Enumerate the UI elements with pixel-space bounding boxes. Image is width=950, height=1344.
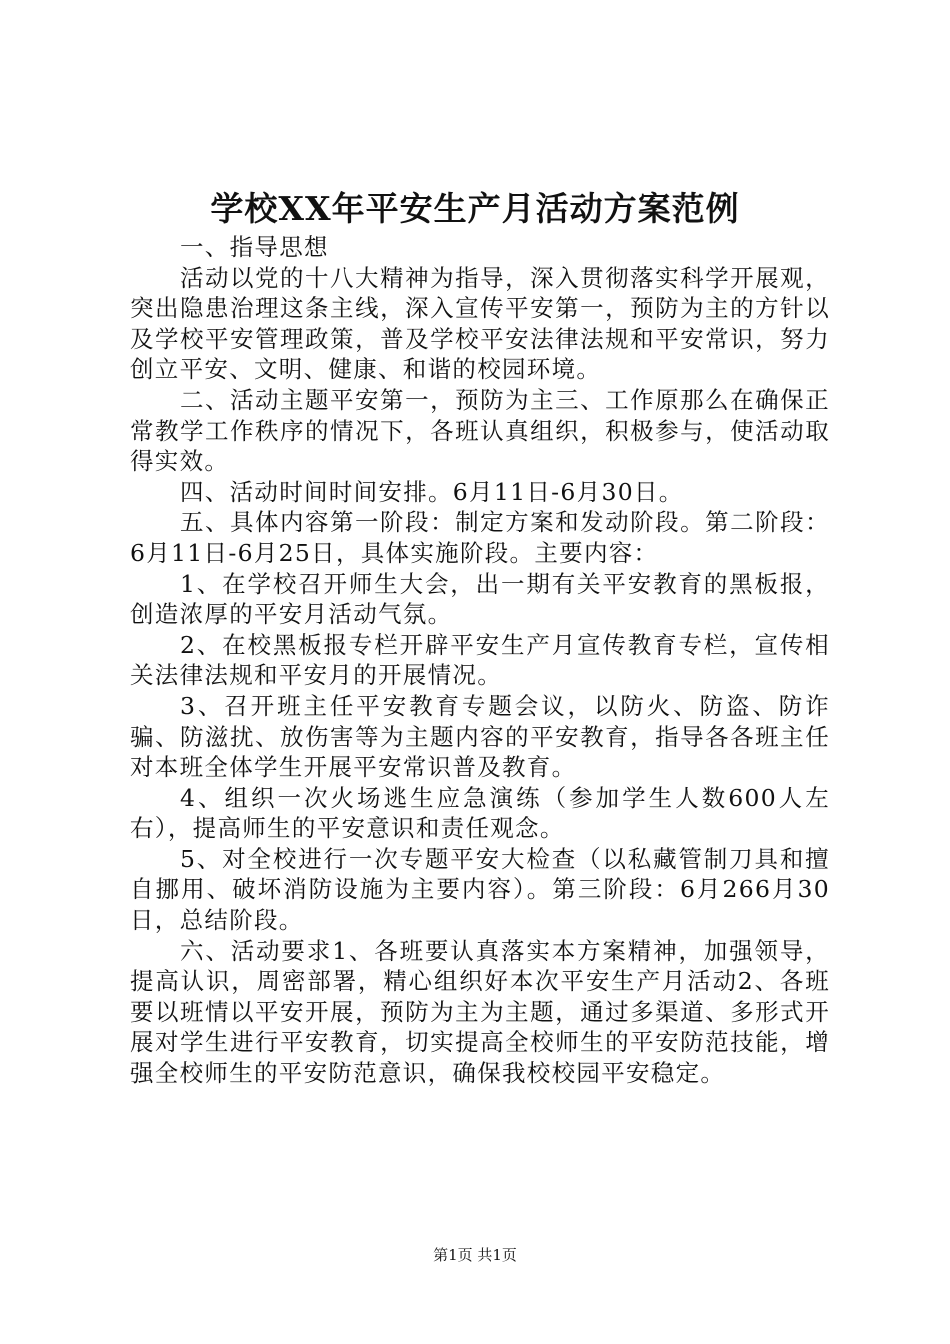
paragraph: 六、活动要求1、各班要认真落实本方案精神，加强领导，提高认识，周密部署，精心组织好本次平安生产月活动2、各班要以班情以平安开展，预防为主为主题，通过多渠道、多形式开展对学生进行平安教育，切实提高全校师生的平安防范技能，增强全校师生的平安防范意识，确保我校校园平安稳定。 [130,936,830,1088]
paragraph: 二、活动主题平安第一，预防为主三、工作原那么在确保正常教学工作秩序的情况下，各班认真组织，积极参与，使活动取得实效。 [130,385,830,476]
paragraph: 四、活动时间时间安排。6月11日-6月30日。 [180,477,684,506]
section-heading-guiding-ideology: 一、指导思想 [180,233,329,261]
document-title: 学校XX年平安生产月活动方案范例 [210,189,740,228]
paragraph: 活动以党的十八大精神为指导，深入贯彻落实科学开展观，突出隐患治理这条主线，深入宣传平安第一，预防为主的方针以及学校平安管理政策，普及学校平安法律法规和平安常识，努力创立平安、文明、健康、和谐的校园环境。 [130,263,830,384]
paragraph: 五、具体内容第一阶段：制定方案和发动阶段。第二阶段：6月11日-6月25日，具体实施阶段。主要内容： [130,508,830,567]
list-item: 5、对全校进行一次专题平安大检查（以私藏管制刀具和擅自挪用、破坏消防设施为主要内容）。第三阶段：6月266月30日，总结阶段。 [130,844,830,935]
list-item: 2、在校黑板报专栏开辟平安生产月宣传教育专栏，宣传相关法律法规和平安月的开展情况。 [130,630,830,690]
list-item: 3、召开班主任平安教育专题会议，以防火、防盗、防诈骗、防滋扰、放伤害等为主题内容的平安教育，指导各各班主任对本班全体学生开展平安常识普及教育。 [130,691,830,782]
page-footer: 第1页 共1页 [433,1246,517,1264]
document-body [130,232,830,1089]
list-item: 1、在学校召开师生大会，出一期有关平安教育的黑板报，创造浓厚的平安月活动气氛。 [130,569,830,629]
list-item: 4、组织一次火场逃生应急演练（参加学生人数600人左右），提高师生的平安意识和责任观念。 [130,783,830,843]
